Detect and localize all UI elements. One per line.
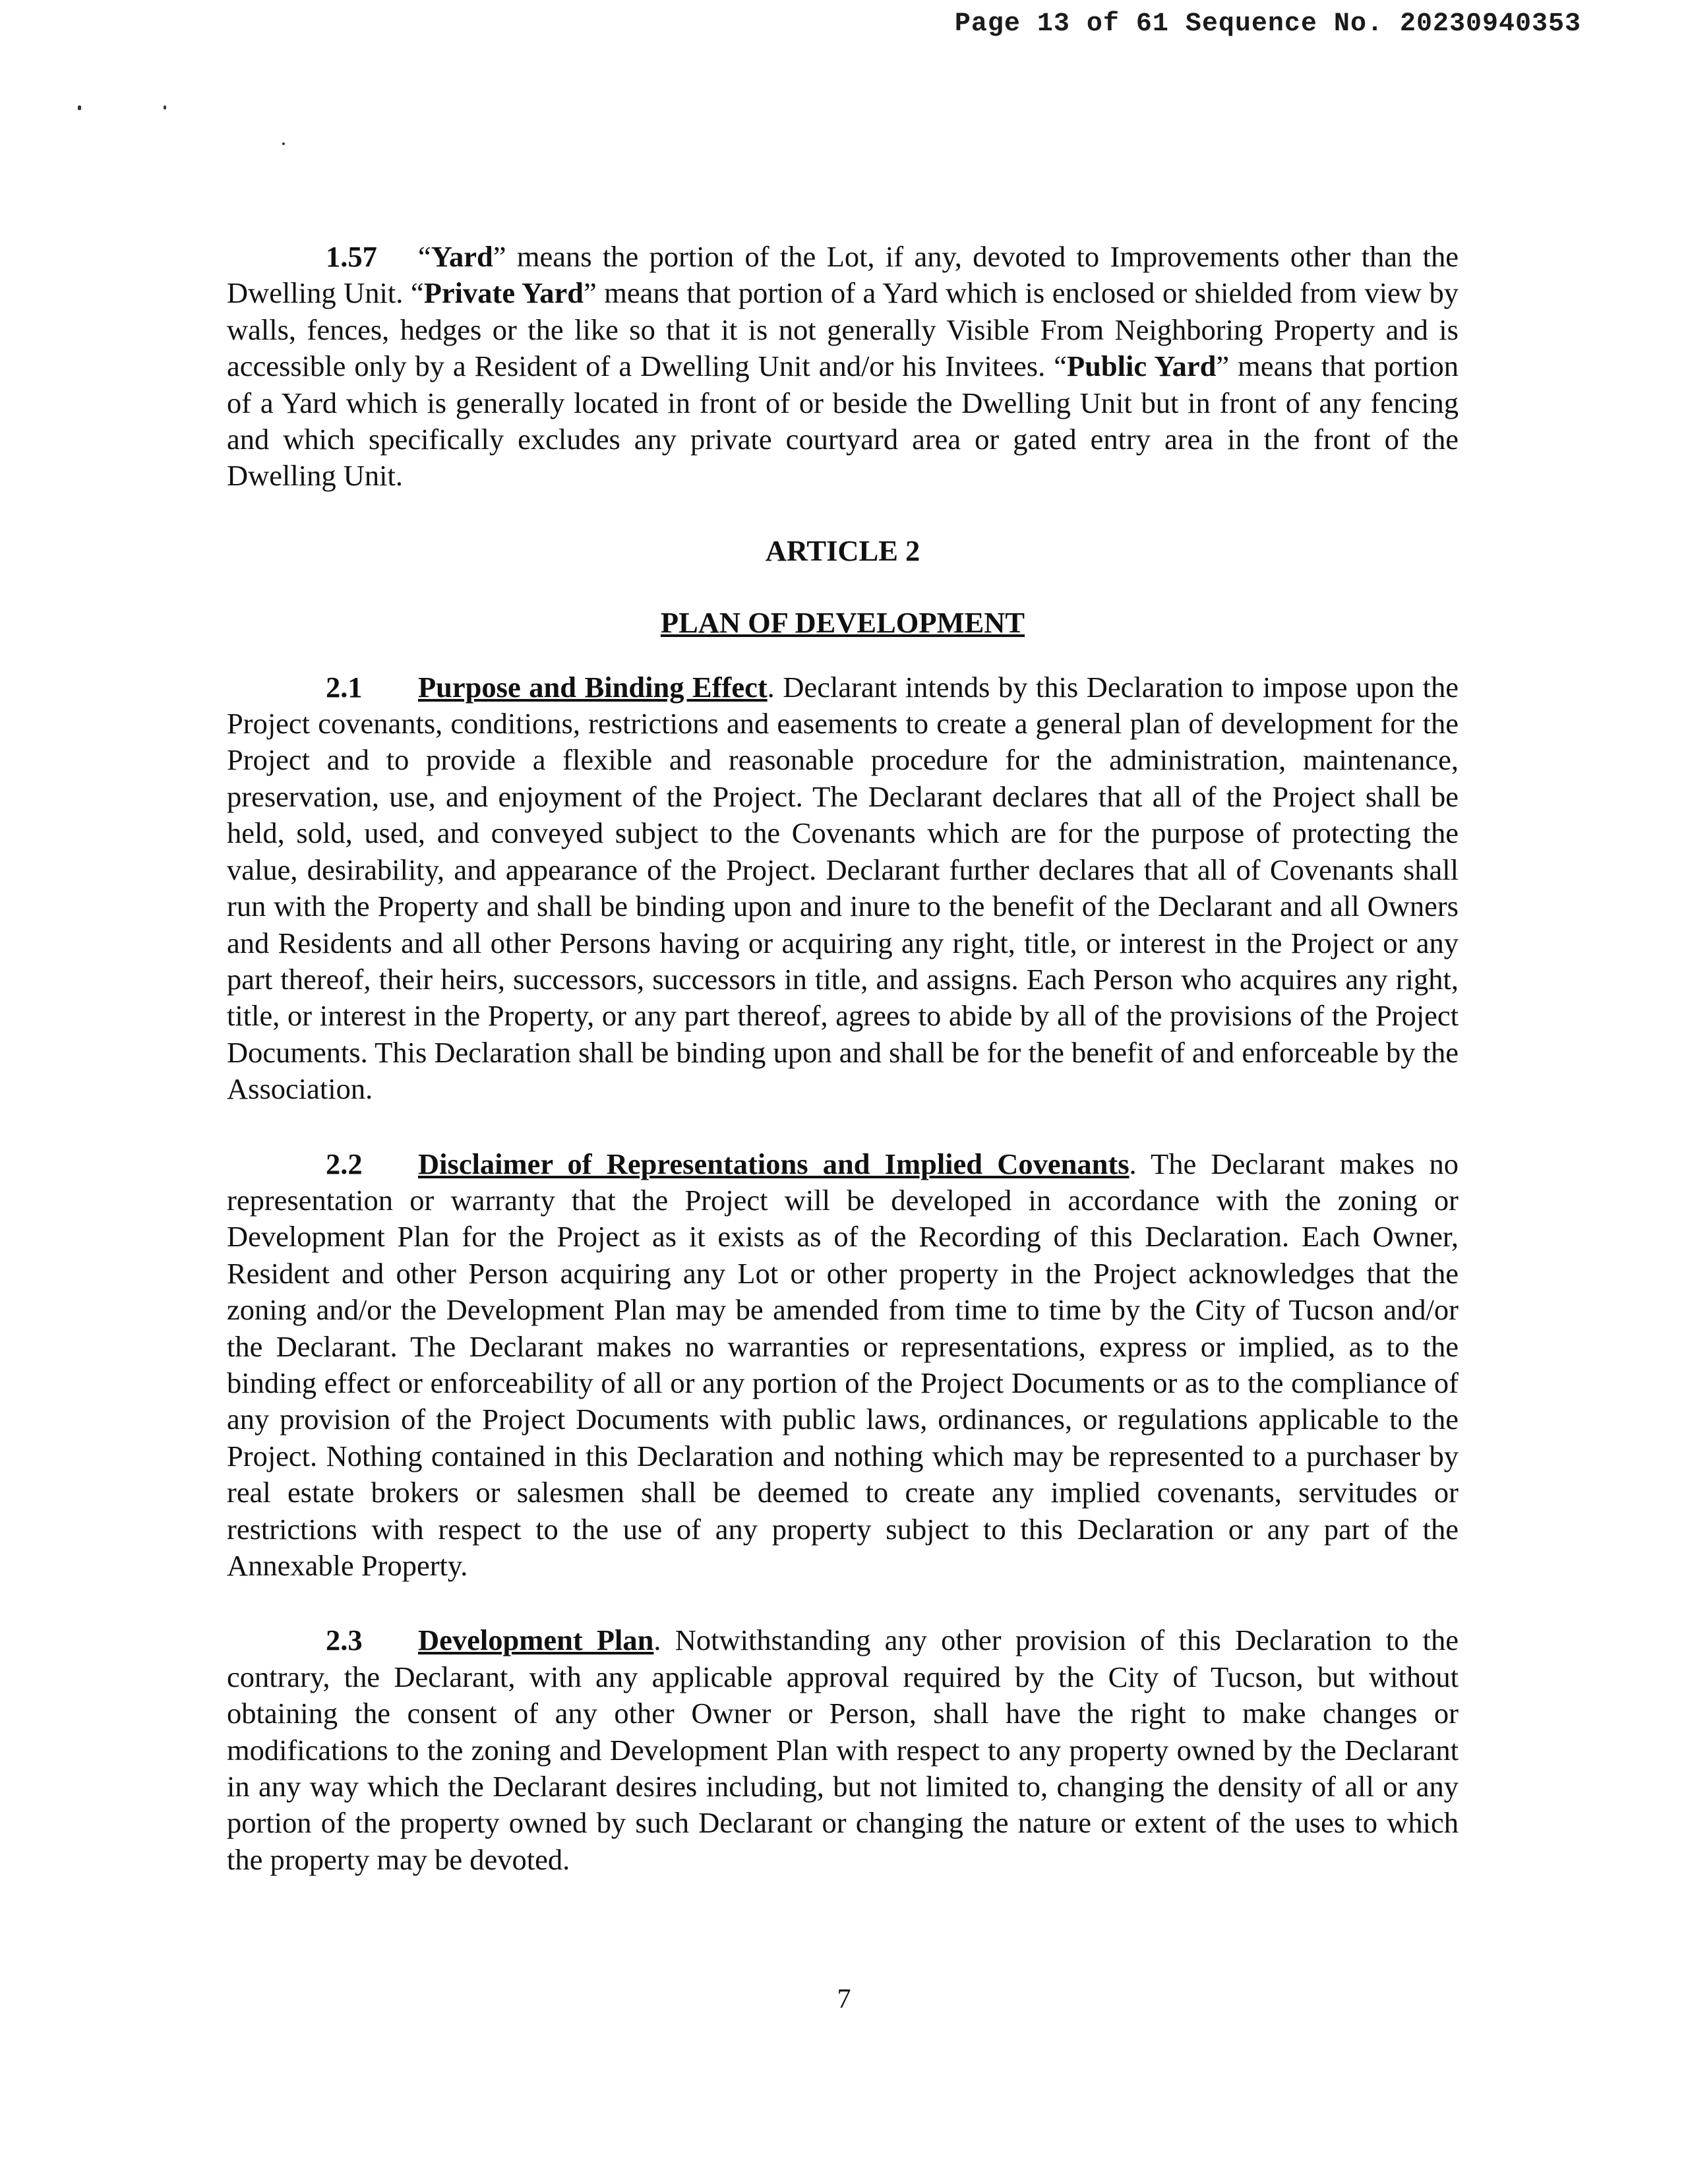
section-2-1 [227, 669, 1459, 1108]
section-text: ” means that portion of a Yard which is enclosed or shielded from view by walls, fences, hedges or the like so that it is not generally Visible From Neighboring Property and is accessible only by a Resident of a Dwelling Unit and/or his Invitees. “ [227, 276, 1459, 383]
defined-term-private-yard: Private Yard [423, 276, 584, 310]
section-2-3 [227, 1622, 1459, 1878]
page-number: 7 [837, 1984, 851, 2015]
scan-speck [78, 106, 81, 110]
section-1-57 [227, 239, 1459, 495]
recording-stamp: Page 13 of 61 Sequence No. 20230940353 [954, 9, 1581, 39]
section-number: 2.2 [326, 1147, 363, 1180]
section-number: 2.3 [326, 1623, 363, 1657]
section-text: . Notwithstanding any other provision of this Declaration to the contrary, the Declarant, with any applicable approval required by the City of Tucson, but without obtaining the consent of any other Owner or Person, shall have the right to make changes or modifications to the zoning and Development Plan with respect to any property owned by the Declarant in any way which the Declarant desires including, but not limited to, changing the density of all or any portion of the property owned by such Declarant or changing the nature or extent of the uses to which the property may be devoted. [227, 1623, 1459, 1876]
section-2-2 [227, 1146, 1459, 1585]
article-title: ARTICLE 2 [765, 533, 920, 567]
section-heading: Purpose and Binding Effect [418, 670, 768, 704]
section-text: . The Declarant makes no representation or warranty that the Project will be developed in accordance with the zoning or Development Plan for the Project as it exists as of the Recording of this Declaration. Each Owner, Resident and other Person acquiring any Lot or other property in the Project acknowledges that the zoning and/or the Development Plan may be amended from time to time by the City of Tucson and/or the Declarant. The Declarant makes no warranties or representations, express or implied, as to the binding effect or enforceability of all or any portion of the Project Documents or as to the compliance of any provision of the Project Documents with public laws, ordinances, or regulations applicable to the Project. Nothing contained in this Declaration and nothing which may be represented to a purchaser by real estate brokers or salesmen shall be deemed to create any implied covenants, servitudes or restrictions with respect to the use of any property subject to this Declaration or any part of the Annexable Property. [227, 1147, 1459, 1582]
document-body [227, 239, 1459, 1878]
defined-term-yard: Yard [431, 240, 493, 273]
section-text: ” means the portion of the Lot, if any, devoted to Improvements other than the Dwelling Unit. “ [227, 240, 1459, 310]
scan-speck [282, 142, 285, 145]
section-number: 1.57 [326, 240, 377, 273]
section-text: . Declarant intends by this Declaration to impose upon the Project covenants, conditions, restrictions and easements to create a general plan of development for the Project and to provide a flexible and reasonable procedure for the administration, maintenance, preservation, use, and enjoyment of the Project. The Declarant declares that all of the Project shall be held, sold, used, and conveyed subject to the Covenants which are for the purpose of protecting the value, desirability, and appearance of the Project. Declarant further declares that all of Covenants shall run with the Property and shall be binding upon and inure to the benefit of the Declarant and all Owners and Residents and all other Persons having or acquiring any right, title, or interest in the Project or any part thereof, their heirs, successors, successors in title, and assigns. Each Person who acquires any right, title, or interest in the Property, or any part thereof, agrees to abide by all of the provisions of the Project Documents. This Declaration shall be binding upon and shall be for the benefit of and enforceable by the Association. [227, 670, 1459, 1106]
defined-term-public-yard: Public Yard [1066, 349, 1217, 383]
section-number: 2.1 [326, 670, 363, 704]
section-heading: Disclaimer of Representations and Implied Covenants [418, 1147, 1130, 1180]
section-text: ” means that portion of a Yard which is generally located in front of or beside the Dwelling Unit but in front of any fencing and which specifically excludes any private courtyard area or gated entry area in the front of the Dwelling Unit. [227, 349, 1459, 493]
section-text: “ [418, 240, 431, 273]
section-heading: Development Plan [418, 1623, 654, 1657]
scan-speck [164, 106, 166, 109]
article-subtitle: PLAN OF DEVELOPMENT [660, 606, 1025, 640]
